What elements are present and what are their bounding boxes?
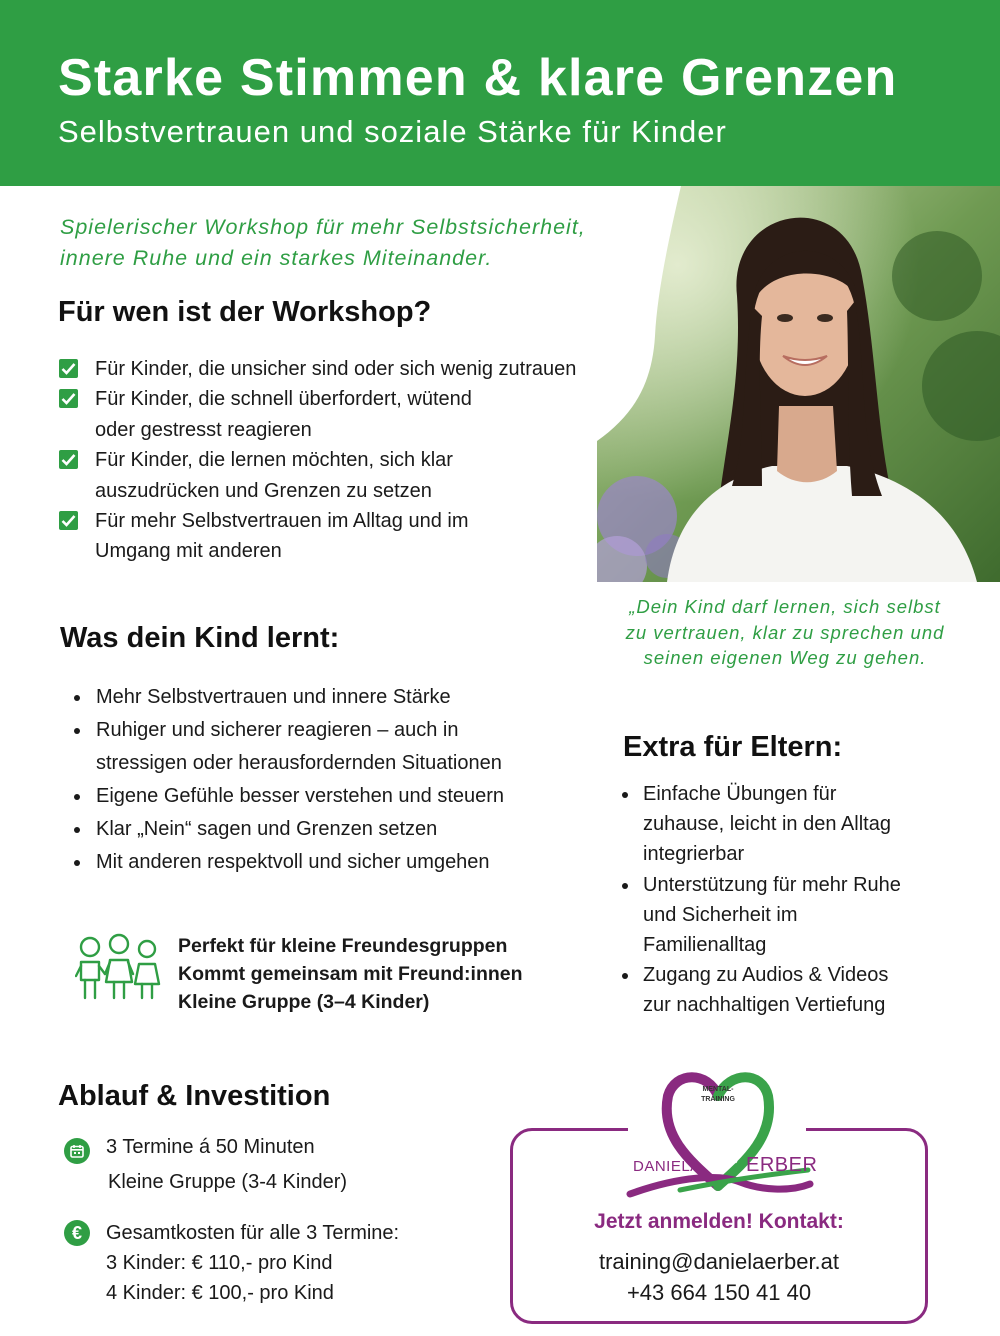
intro-text: [60, 212, 660, 274]
intro-line: Spielerischer Workshop für mehr Selbstsicherheit,: [60, 215, 586, 239]
list-item-text: Für Kinder, die unsicher sind oder sich wenig zutrauen: [95, 358, 577, 380]
daniela-erber-logo: [620, 1066, 820, 1200]
list-item-text: Familienalltag: [643, 934, 767, 957]
learn-heading: Was dein Kind lernt:: [60, 622, 340, 654]
list-item-text: Einfache Übungen für: [643, 783, 837, 805]
list-item: [621, 870, 901, 961]
logo-right-arc: KONZENTRATIONSTRAINING: [731, 1093, 762, 1165]
list-item: [621, 960, 901, 1020]
quote-line: „Dein Kind darf lernen, sich selbst: [629, 596, 941, 617]
parents-heading: Extra für Eltern:: [623, 731, 843, 763]
schedule-heading: Ablauf & Investition: [58, 1080, 331, 1112]
group-size-text: Kleine Gruppe (3-4 Kinder): [108, 1171, 348, 1193]
list-item-text: Zugang zu Audios & Videos: [643, 964, 889, 987]
children-group-icon: [75, 932, 163, 1004]
group-info-line: Kommt gemeinsam mit Freund:innen: [178, 963, 523, 985]
quote-line: seinen eigenen Weg zu gehen.: [643, 647, 927, 668]
list-item: [58, 445, 638, 506]
list-item-text: Umgang mit anderen: [95, 540, 282, 563]
list-item-text: zur nachhaltigen Vertiefung: [643, 994, 886, 1017]
list-item: Eigene Gefühle besser verstehen und steuern: [58, 780, 504, 813]
audience-heading: Für wen ist der Workshop?: [58, 296, 432, 328]
header-banner: [0, 0, 1000, 186]
list-item: [58, 506, 638, 567]
calendar-icon: [64, 1138, 90, 1164]
list-item-text: oder gestresst reagieren: [95, 418, 312, 441]
group-info-line: Perfekt für kleine Freundesgruppen: [178, 935, 508, 957]
parents-list: [621, 779, 901, 1021]
logo-top-text: TRAINING: [701, 1096, 735, 1103]
audience-list: [58, 354, 638, 567]
contact-email[interactable]: training@danielaerber.at: [598, 1249, 840, 1274]
list-item: Klar „Nein“ sagen und Grenzen setzen: [58, 813, 504, 846]
price-four-kids: 4 Kinder: € 100,- pro Kind: [106, 1282, 334, 1304]
contact-phone[interactable]: +43 664 150 41 40: [626, 1280, 812, 1305]
logo-top-text: MENTAL-: [702, 1086, 734, 1093]
cost-title: Gesamtkosten für alle 3 Termine:: [106, 1222, 400, 1244]
quote-text: [600, 594, 970, 671]
group-info-line: Kleine Gruppe (3–4 Kinder): [178, 991, 430, 1013]
checkbox-checked-icon: [59, 389, 78, 408]
checkbox-checked-icon: [59, 450, 78, 469]
list-item-text: Für Kinder, die lernen möchten, sich klar: [95, 449, 453, 472]
sessions-text: 3 Termine á 50 Minuten: [106, 1136, 315, 1158]
list-item: [621, 779, 901, 870]
euro-icon: €: [64, 1220, 90, 1246]
list-item: [58, 714, 504, 780]
list-item: Mit anderen respektvoll und sicher umgehen: [58, 846, 504, 879]
quote-line: zu vertrauen, klar zu sprechen und: [625, 621, 945, 643]
logo-first-name: DANIELA: [633, 1158, 701, 1175]
list-item-text: stressigen oder herausfordernden Situationen: [96, 752, 502, 774]
checkbox-checked-icon: [59, 359, 78, 378]
checkbox-checked-icon: [59, 511, 78, 530]
logo-last-name: ERBER: [746, 1154, 818, 1176]
list-item: [58, 384, 638, 445]
list-item-text: zuhause, leicht in den Alltag: [643, 813, 891, 836]
group-info: [178, 932, 523, 1016]
list-item-text: und Sicherheit im: [643, 903, 798, 926]
list-item-text: Für mehr Selbstvertrauen im Alltag und im: [95, 510, 469, 533]
signup-call-to-action: Jetzt anmelden! Kontakt:: [594, 1210, 844, 1233]
list-item-text: Ruhiger und sicherer reagieren – auch in: [96, 719, 459, 741]
list-item: Mehr Selbstvertrauen und innere Stärke: [58, 681, 504, 714]
list-item: [58, 354, 638, 384]
list-item-text: auszudrücken und Grenzen zu setzen: [95, 479, 432, 502]
learn-list: [58, 681, 504, 879]
list-item-text: Unterstützung für mehr Ruhe: [643, 873, 901, 896]
page-title: Starke Stimmen & klare Grenzen: [58, 49, 898, 107]
list-item-text: integrierbar: [643, 843, 745, 866]
price-three-kids: 3 Kinder: € 110,- pro Kind: [106, 1252, 333, 1274]
list-item-text: Für Kinder, die schnell überfordert, wütend: [95, 388, 472, 411]
logo-left-arc: KINESIOLOGIE: [672, 1112, 695, 1151]
page-subtitle: Selbstvertrauen und soziale Stärke für Kinder: [58, 114, 727, 149]
intro-line: innere Ruhe und ein starkes Miteinander.: [60, 246, 493, 270]
